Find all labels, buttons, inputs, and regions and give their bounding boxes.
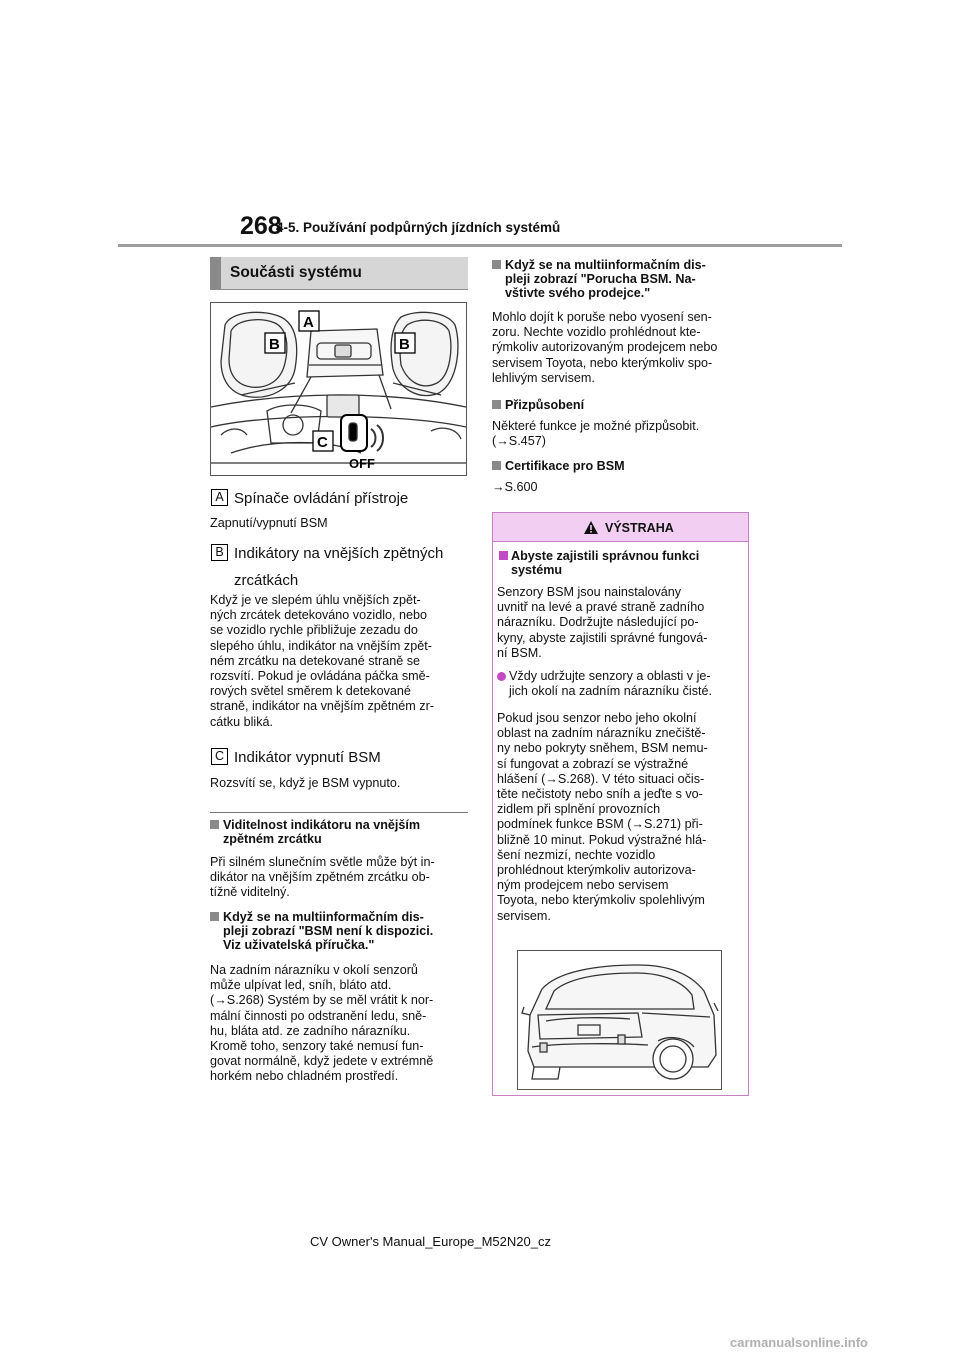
text-line: zidlem při splnění provozních	[497, 802, 661, 817]
text-line: mální činnosti po odstranění ledu, sně-	[210, 1008, 427, 1023]
off-indicator-text: OFF	[349, 456, 375, 471]
note-body-bsm-malfunction	[492, 310, 750, 386]
text-line: rýmkoliv autorizovaným prodejcem nebo	[492, 340, 718, 355]
text-line: hu, bláta atd. ze zadního nárazníku.	[210, 1023, 411, 1038]
text-line: (→S.268) Systém by se měl vrátit k nor-	[210, 993, 434, 1008]
legend-item-a	[211, 487, 408, 510]
header-rule	[118, 244, 842, 247]
text-line: Přizpůsobení	[505, 398, 585, 412]
note-body-certification	[492, 480, 750, 495]
legend-letter-c: C	[211, 748, 228, 765]
legend-desc-b	[210, 593, 470, 730]
legend-title-b-line1: Indikátory na vnějších zpětných	[234, 545, 444, 562]
text-line: cátku bliká.	[210, 714, 273, 729]
text-line: vštivte svého prodejce."	[505, 286, 651, 301]
text-line: ných zrcátek detekováno vozidlo, nebo	[210, 608, 428, 623]
text-line: uvnitř na levé a pravé straně zadního	[497, 600, 705, 615]
text-line: Certifikace pro BSM	[505, 459, 625, 473]
text-line: Viz uživatelská příručka."	[223, 938, 375, 953]
text-line: sí fungovat a zobrazí se výstražné	[497, 756, 689, 771]
text-line: Když je ve slepém úhlu vnějších zpět-	[210, 593, 421, 607]
text-line: rozsvítí. Pokud je ovládána páčka smě-	[210, 669, 430, 684]
note-body-bsm-unavailable	[210, 963, 470, 1085]
warning-triangle-icon	[583, 520, 599, 535]
text-line: horkém nebo chladném prostředí.	[210, 1069, 399, 1084]
warning-body-1	[497, 585, 745, 661]
text-line: Když se na multiinformačním dis-	[223, 910, 424, 924]
warning-header	[493, 513, 748, 542]
text-line: se vozidlo rychle přibližuje zezadu do	[210, 623, 418, 638]
text-line: zoru. Nechte vozidlo prohlédnout kte-	[492, 325, 701, 340]
note-heading-customization	[492, 398, 763, 412]
text-line: zpětném zrcátku	[223, 832, 322, 847]
text-line: může ulpívat led, sníh, bláto atd.	[210, 978, 392, 993]
note-heading-visibility	[210, 818, 483, 846]
text-line: →S.600	[492, 480, 538, 494]
text-line: pleji zobrazí "Porucha BSM. Na-	[505, 272, 696, 287]
text-line: Abyste zajistili správnou funkci	[511, 549, 700, 563]
separator-line	[210, 812, 468, 813]
dashboard-illustration	[210, 302, 467, 476]
text-line: prohlédnout kterýmkoliv autorizova-	[497, 863, 696, 878]
text-line: ní BSM.	[497, 645, 542, 660]
note-body-visibility	[210, 855, 470, 901]
note-heading-certification	[492, 459, 763, 473]
text-line: dikátor na vnějším zpětném zrcátku ob-	[210, 870, 430, 885]
text-line: těte nečistoty nebo sníh a jeďte s vo-	[497, 787, 703, 802]
text-line: podmínek funkce BSM (→S.271) při-	[497, 817, 703, 832]
note-body-customization	[492, 419, 750, 449]
legend-title-c: Indikátor vypnutí BSM	[234, 749, 381, 766]
text-line: straně, indikátor na vnějším zpětném zr-	[210, 699, 434, 714]
page-number: 268	[240, 212, 282, 240]
text-line: Vždy udržujte senzory a oblasti v je-	[509, 669, 711, 683]
text-line: Na zadním nárazníku v okolí senzorů	[210, 963, 418, 977]
legend-desc-a: Zapnutí/vypnutí BSM	[210, 516, 328, 530]
legend-title-a: Spínače ovládání přístroje	[234, 490, 409, 507]
text-line: servisem Toyota, nebo kterýmkoliv spo-	[492, 355, 713, 370]
footer-manual-name: CV Owner's Manual_Europe_M52N20_cz	[310, 1234, 551, 1249]
text-line: servisem.	[497, 908, 551, 923]
text-line: systému	[511, 563, 563, 578]
text-line: Některé funkce je možné přizpůsobit.	[492, 419, 700, 433]
warning-body-2	[497, 711, 745, 924]
car-drawing	[518, 951, 721, 1089]
text-line: Při silném slunečním světle může být in-	[210, 855, 435, 869]
text-line: kyny, abyste zajistili správné fungová-	[497, 630, 708, 645]
text-line: Když se na multiinformačním dis-	[505, 258, 706, 272]
section-heading-bar	[210, 257, 221, 289]
text-line: ny nebo pokryty sněhem, BSM nemu-	[497, 741, 708, 756]
section-heading-title: Součásti systému	[230, 264, 362, 281]
legend-item-c	[211, 746, 381, 769]
note-heading-bsm-malfunction	[492, 258, 763, 301]
text-line: bližně 10 minut. Pokud výstražné hlá-	[497, 832, 707, 847]
text-line: slepého úhlu, indikátor na vnějším zpět-	[210, 638, 432, 653]
text-line: Senzory BSM jsou nainstalovány	[497, 585, 682, 599]
legend-letter-a: A	[211, 489, 228, 506]
legend-desc-c: Rozsvítí se, když je BSM vypnuto.	[210, 776, 401, 790]
text-line: ným prodejcem nebo servisem	[497, 878, 669, 893]
text-line: lehlivým servisem.	[492, 370, 595, 385]
warning-title: VÝSTRAHA	[605, 521, 674, 535]
text-line: ném zrcátku na detekované straně se	[210, 653, 421, 668]
legend-title-b-line2: zrcátkách	[234, 572, 299, 589]
text-line: govat normálně, když jedete v extrémně	[210, 1054, 434, 1069]
warning-subheading	[499, 549, 747, 577]
watermark-text: carmanualsonline.info	[730, 1335, 868, 1350]
figure-label-b-left: B	[269, 336, 280, 353]
legend-letter-b: B	[211, 544, 228, 561]
figure-label-b-right: B	[399, 336, 410, 353]
dashboard-drawing	[211, 303, 466, 475]
legend-item-b	[211, 542, 443, 592]
text-line: hlášení (→S.268). V této situaci očis-	[497, 771, 705, 786]
text-line: (→S.457)	[492, 434, 546, 449]
figure-label-a: A	[303, 314, 314, 331]
warning-bullet	[497, 669, 749, 699]
text-line: Pokud jsou senzor nebo jeho okolní	[497, 711, 697, 725]
text-line: jich okolí na zadním nárazníku čisté.	[509, 684, 713, 699]
text-line: tížně viditelný.	[210, 885, 290, 900]
text-line: Mohlo dojít k poruše nebo vyosení sen-	[492, 310, 712, 324]
text-line: nárazníku. Dodržujte následující po-	[497, 615, 699, 630]
text-line: šení nezmizí, nechte vozidlo	[497, 847, 656, 862]
text-line: oblast na zadním nárazníku znečiště-	[497, 726, 706, 741]
note-heading-bsm-unavailable	[210, 910, 483, 953]
section-heading	[210, 257, 468, 290]
text-line: rových světel směrem k detekované	[210, 684, 411, 699]
text-line: Viditelnost indikátoru na vnějším	[223, 818, 421, 832]
chapter-title: 4-5. Používání podpůrných jízdních systémů	[276, 220, 561, 235]
text-line: pleji zobrazí "BSM není k dispozici.	[223, 924, 434, 939]
text-line: Kromě toho, senzory také nemusí fun-	[210, 1039, 424, 1054]
car-rear-illustration	[517, 950, 722, 1090]
text-line: Toyota, nebo kterýmkoliv spolehlivým	[497, 893, 705, 908]
figure-label-c: C	[317, 434, 328, 451]
